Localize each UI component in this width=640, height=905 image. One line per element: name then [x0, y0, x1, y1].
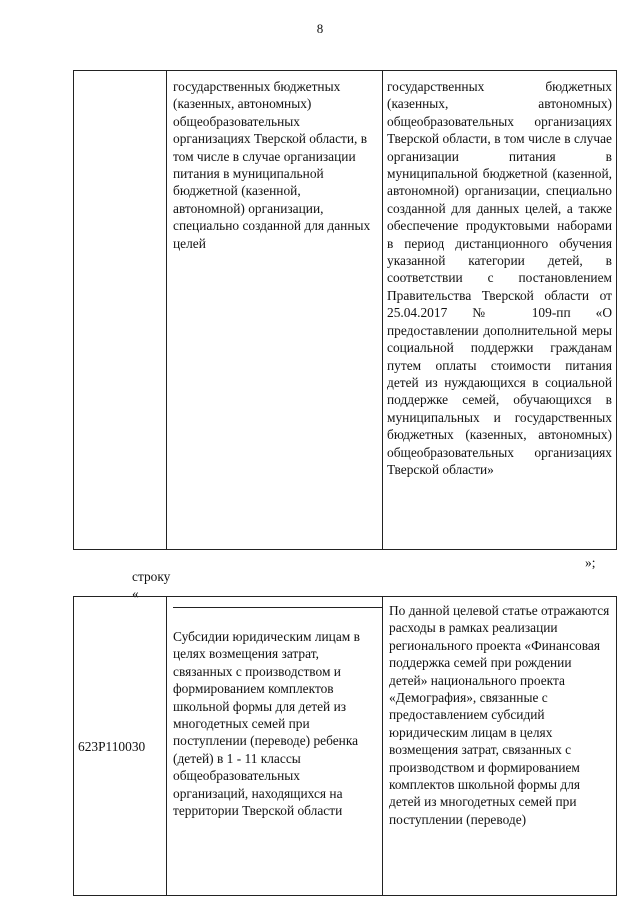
table1-col3-text: государственных бюджетных (казенных, автономных) общеобразовательных организациях Тверской области, в том числе в случае организации питания в муниципальной бюджетной (казенной, автономной) организации, специально созданной для данных целей, а также обеспечение продуктовыми наборами в период дистанционного обучения указанной категории детей, в соответствии с постановлением Правительства Тверской области от 25.04.2017 № 109-пп «О предоставлении дополнительной меры социальной поддержки гражданам путем оплаты стоимости питания детей из нуждающихся в социальной поддержке семей, обучающихся в муниципальных и государственных бюджетных (казенных, автономных) общеобразовательных организациях Тверской области» — [387, 79, 612, 477]
intro-word: строку — [132, 569, 171, 584]
table1-col1-cell — [73, 70, 167, 550]
page-number: 8 — [316, 21, 324, 36]
table1-col2-text: государственных бюджетных (казенных, автономных) общеобразовательных организациях Тверской области, в том числе в случае организации питания в муниципальной бюджетной (казенной, автономной) организации, специально созданной для данных целей — [173, 79, 371, 251]
table2-desc: По данной целевой статье отражаются расходы в рамках реализации регионального проекта «Финансовая поддержка семей при рождении детей» национального проекта «Демография», связанные с предоставлением субсидий юридическим лицам в целях возмещения затрат, связанных с производством и формированием комплектов школьной формы для детей из многодетных семей при поступлении (переводе) — [389, 603, 610, 827]
intro-open-quote: « — [132, 586, 139, 601]
table2-inner-rule — [173, 607, 383, 608]
closing-quote: »; — [585, 555, 596, 570]
table2-name: Субсидии юридическим лицам в целях возмещения затрат, связанных с производством и формированием комплектов школьной формы для детей из многодетных семей при поступлении (переводе) ребенка (детей) в 1 - 11 классы общеобразовательных организаций, находящихся на территории Тверской области — [173, 629, 360, 819]
table2-code: 623P110030 — [78, 739, 146, 754]
